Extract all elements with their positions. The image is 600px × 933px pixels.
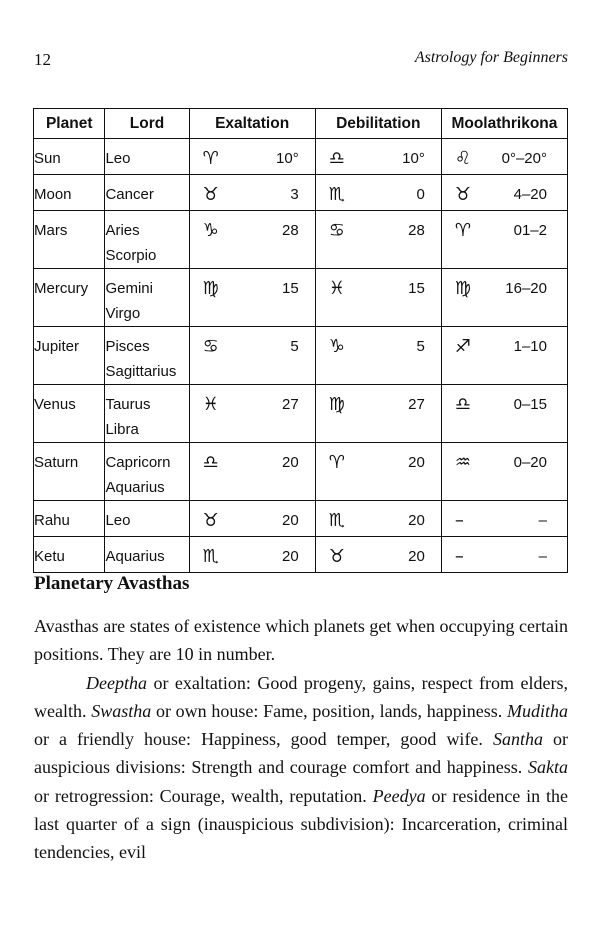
lord-name: Aries xyxy=(105,222,140,239)
avastha-term: Sakta xyxy=(528,757,568,778)
lord-cell xyxy=(105,443,189,501)
avastha-term: Peedya xyxy=(372,785,426,806)
debilitation-cell xyxy=(315,501,441,537)
table-header-row xyxy=(34,109,568,139)
debilitation-degree: 27 xyxy=(408,396,425,413)
debilitation-degree: 20 xyxy=(408,512,425,529)
table-row xyxy=(34,175,568,211)
lord-name: Leo xyxy=(105,512,131,529)
zodiac-sign-icon: ♈ xyxy=(328,452,345,473)
moolathrikona-degree: 01–2 xyxy=(513,222,547,239)
exaltation-degree: 5 xyxy=(290,338,299,355)
moolathrikona-degree: – xyxy=(538,512,547,529)
zodiac-sign-icon: ♐ xyxy=(454,336,471,357)
debilitation-cell xyxy=(315,385,441,443)
lord-name: Pisces xyxy=(105,338,150,355)
moolathrikona-cell xyxy=(441,443,567,501)
debilitation-cell xyxy=(315,269,441,327)
lord-cell xyxy=(105,537,189,573)
moolathrikona-degree: 16–20 xyxy=(505,280,547,297)
table-body xyxy=(34,139,568,573)
planet-cell: Moon xyxy=(34,175,105,211)
column-header: Lord xyxy=(105,109,189,139)
exaltation-degree: 20 xyxy=(282,512,299,529)
column-header: Planet xyxy=(34,109,105,139)
debilitation-cell xyxy=(315,537,441,573)
debilitation-degree: 15 xyxy=(408,280,425,297)
column-header: Moolathrikona xyxy=(441,109,567,139)
moolathrikona-cell xyxy=(441,501,567,537)
lord-cell xyxy=(105,327,189,385)
lord-name: Libra xyxy=(105,421,139,438)
debilitation-degree: 20 xyxy=(408,454,425,471)
column-header: Exaltation xyxy=(189,109,315,139)
lord-name: Taurus xyxy=(105,396,151,413)
zodiac-sign-icon: ♓ xyxy=(202,394,219,415)
exaltation-cell xyxy=(189,385,315,443)
lord-cell xyxy=(105,175,189,211)
zodiac-sign-icon: ♏ xyxy=(328,510,345,531)
body-text xyxy=(34,612,568,867)
lord-cell xyxy=(105,139,189,175)
debilitation-cell xyxy=(315,211,441,269)
lord-cell xyxy=(105,501,189,537)
planet-cell: Jupiter xyxy=(34,327,105,385)
lord-name: Aquarius xyxy=(105,548,165,565)
zodiac-sign-icon: ♍ xyxy=(328,394,345,415)
lord-name: Cancer xyxy=(105,186,154,203)
debilitation-degree: 5 xyxy=(416,338,425,355)
exaltation-degree: 10° xyxy=(276,150,299,167)
exaltation-cell xyxy=(189,327,315,385)
zodiac-sign-icon: ♏ xyxy=(328,184,345,205)
exaltation-cell xyxy=(189,175,315,211)
zodiac-sign-icon: ♑ xyxy=(328,336,345,357)
zodiac-sign-icon: ♋ xyxy=(328,220,345,241)
lord-name: Leo xyxy=(105,150,131,167)
zodiac-sign-icon: – xyxy=(454,546,464,567)
exaltation-cell xyxy=(189,537,315,573)
planet-cell: Venus xyxy=(34,385,105,443)
avastha-term: Muditha xyxy=(507,700,568,721)
exaltation-cell xyxy=(189,211,315,269)
avastha-term: Swastha xyxy=(91,700,152,721)
exaltation-degree: 27 xyxy=(282,396,299,413)
moolathrikona-degree: 0°–20° xyxy=(501,150,547,167)
planet-cell: Saturn xyxy=(34,443,105,501)
moolathrikona-cell xyxy=(441,385,567,443)
lord-cell xyxy=(105,211,189,269)
column-header: Debilitation xyxy=(315,109,441,139)
moolathrikona-degree: 0–15 xyxy=(513,396,547,413)
debilitation-degree: 0 xyxy=(416,186,425,203)
exaltation-degree: 20 xyxy=(282,454,299,471)
lord-cell xyxy=(105,385,189,443)
zodiac-sign-icon: ♉ xyxy=(454,184,471,205)
intro-paragraph: Avasthas are states of existence which planets get when occupying certain positions. They are 10 in number. xyxy=(34,616,568,665)
zodiac-sign-icon: ♓ xyxy=(328,278,345,299)
lord-name: Capricorn xyxy=(105,454,171,471)
planet-cell: Sun xyxy=(34,139,105,175)
moolathrikona-cell xyxy=(441,327,567,385)
table-row xyxy=(34,327,568,385)
debilitation-cell xyxy=(315,327,441,385)
lord-name: Aquarius xyxy=(105,479,165,496)
lord-name: Gemini xyxy=(105,280,153,297)
zodiac-sign-icon: ♉ xyxy=(202,184,219,205)
zodiac-sign-icon: ♌ xyxy=(454,148,471,169)
moolathrikona-cell xyxy=(441,537,567,573)
zodiac-sign-icon: ♒ xyxy=(454,452,471,473)
debilitation-cell xyxy=(315,443,441,501)
running-title: Astrology for Beginners xyxy=(414,49,568,66)
planet-cell: Ketu xyxy=(34,537,105,573)
table-row xyxy=(34,537,568,573)
text-segment: or retrogression: Courage, wealth, reputation. xyxy=(34,785,373,806)
lord-cell xyxy=(105,269,189,327)
zodiac-sign-icon: ♎ xyxy=(202,452,219,473)
moolathrikona-cell xyxy=(441,139,567,175)
exaltation-cell xyxy=(189,443,315,501)
avastha-term: Santha xyxy=(492,729,543,750)
moolathrikona-cell xyxy=(441,211,567,269)
table-row xyxy=(34,211,568,269)
table-row xyxy=(34,139,568,175)
planet-cell: Rahu xyxy=(34,501,105,537)
planet-cell: Mercury xyxy=(34,269,105,327)
exaltation-degree: 3 xyxy=(290,186,299,203)
text-segment: or a friendly house: Happiness, good temper, good wife. xyxy=(34,729,493,750)
zodiac-sign-icon: ♈ xyxy=(454,220,471,241)
zodiac-sign-icon: ♑ xyxy=(202,220,219,241)
table-row xyxy=(34,385,568,443)
text-segment: or own house: Fame, position, lands, happiness. xyxy=(151,700,507,721)
debilitation-degree: 28 xyxy=(408,222,425,239)
lord-name: Scorpio xyxy=(105,247,157,264)
text-segment: or exaltation: Good progeny, gains, respect from elders, wealth. xyxy=(34,672,568,721)
debilitation-degree: 20 xyxy=(408,548,425,565)
zodiac-sign-icon: ♉ xyxy=(328,546,345,567)
table-row xyxy=(34,269,568,327)
moolathrikona-degree: – xyxy=(538,548,547,565)
section-heading: Planetary Avasthas xyxy=(34,573,190,594)
zodiac-sign-icon: ♋ xyxy=(202,336,219,357)
exaltation-degree: 28 xyxy=(282,222,299,239)
debilitation-degree: 10° xyxy=(402,150,425,167)
zodiac-sign-icon: ♎ xyxy=(328,148,345,169)
exaltation-cell xyxy=(189,501,315,537)
zodiac-sign-icon: ♍ xyxy=(454,278,471,299)
zodiac-sign-icon: ♈ xyxy=(202,148,219,169)
exaltation-cell xyxy=(189,269,315,327)
exaltation-cell xyxy=(189,139,315,175)
table-row xyxy=(34,443,568,501)
zodiac-sign-icon: ♏ xyxy=(202,546,219,567)
zodiac-sign-icon: ♉ xyxy=(202,510,219,531)
exaltation-degree: 20 xyxy=(282,548,299,565)
debilitation-cell xyxy=(315,139,441,175)
debilitation-cell xyxy=(315,175,441,211)
zodiac-sign-icon: ♍ xyxy=(202,278,219,299)
moolathrikona-cell xyxy=(441,175,567,211)
zodiac-sign-icon: – xyxy=(454,510,464,531)
moolathrikona-degree: 0–20 xyxy=(513,454,547,471)
lord-name: Virgo xyxy=(105,305,141,322)
zodiac-sign-icon: ♎ xyxy=(454,394,471,415)
text-segment: or auspicious divisions: Strength and courage comfort and happiness. xyxy=(34,729,568,778)
planet-cell: Mars xyxy=(34,211,105,269)
lord-name: Sagittarius xyxy=(105,363,177,380)
avastha-term: Deeptha xyxy=(86,672,147,693)
text-segment: or residence in the last quarter of a sign (inauspicious subdivision): Incarceration, criminal tendencies, evil xyxy=(34,785,568,863)
avasthas-paragraph xyxy=(34,669,568,867)
moolathrikona-degree: 1–10 xyxy=(513,338,547,355)
page-number: 12 xyxy=(34,50,51,69)
planet-table xyxy=(33,108,568,573)
exaltation-degree: 15 xyxy=(282,280,299,297)
table-row xyxy=(34,501,568,537)
moolathrikona-cell xyxy=(441,269,567,327)
moolathrikona-degree: 4–20 xyxy=(513,186,547,203)
